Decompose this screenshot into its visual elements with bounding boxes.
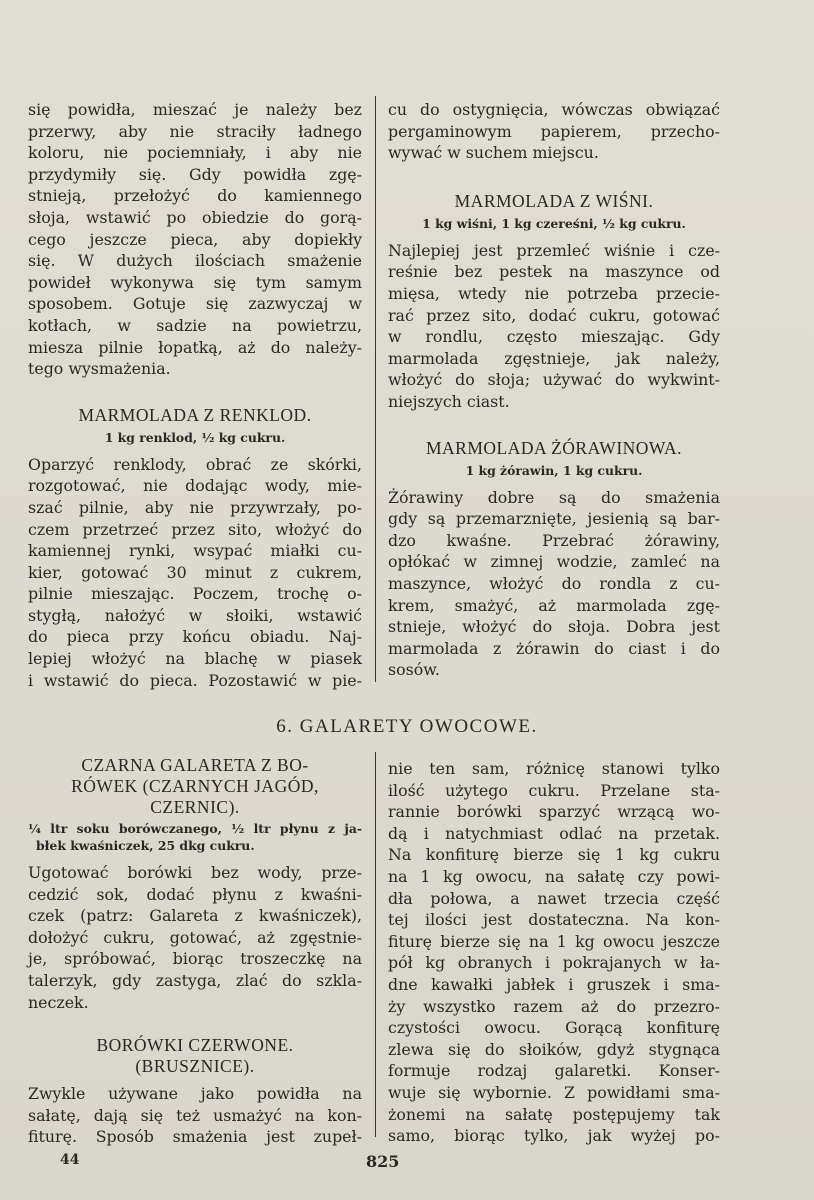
text-line: pilnie mieszając. Poczem, trochę o- bbox=[28, 584, 362, 604]
text-line: Najlepiej jest przemleć wiśnie i cze- bbox=[388, 240, 720, 260]
text-line: wuje się wybornie. Z powidłami sma- bbox=[388, 1082, 720, 1102]
text-line: reśnie bez pestek na maszynce od bbox=[388, 262, 720, 282]
powidla-paragraph bbox=[28, 99, 362, 380]
column-divider-bottom bbox=[375, 752, 376, 1137]
text-line: przydymiły się. Gdy powidła zgę- bbox=[28, 164, 362, 184]
text-line: czek (patrz: Galareta z kwaśniczek), bbox=[28, 906, 362, 926]
text-line: żonemi na sałatę postępujemy tak bbox=[388, 1104, 720, 1124]
text-line: dzo kwaśne. Przebrać żórawiny, bbox=[388, 530, 720, 550]
text-line: koloru, nie pociemniały, i aby nie bbox=[28, 143, 362, 163]
text-line: się. W dużych ilościach smażenie bbox=[28, 251, 362, 271]
text-line: przerwy, aby nie straciły ładnego bbox=[28, 121, 362, 141]
text-line: sałatę, dają się też usmażyć na kon- bbox=[28, 1105, 362, 1125]
text-line: Na konfiturę bierze się 1 kg cukru bbox=[388, 845, 720, 865]
text-line: na 1 kg owocu, na sałatę czy powi- bbox=[388, 866, 720, 886]
text-line: lepiej włożyć na blachę w piasek bbox=[28, 649, 362, 669]
text-line: do pieca przy końcu obiadu. Naj- bbox=[28, 627, 362, 647]
text-line: włożyć do słoja; używać do wykwint- bbox=[388, 370, 720, 390]
text-line: Żórawiny dobre są do smażenia bbox=[388, 487, 720, 507]
text-line: szać pilnie, aby nie przywrzały, po- bbox=[28, 497, 362, 517]
text-line: słoja, wstawić po obiedzie do gorą- bbox=[28, 207, 362, 227]
borowki-paragraph bbox=[28, 1083, 362, 1148]
zorawin-heading: MARMOLADA ŻÓRAWINOWA. bbox=[425, 437, 683, 458]
page-number-center: 825 bbox=[366, 1152, 400, 1171]
borowki-continuation-paragraph bbox=[388, 758, 720, 1147]
top-left-column bbox=[28, 99, 362, 691]
text-line: kamiennej rynki, wsypać miałki cu- bbox=[28, 541, 362, 561]
text-line: rozgotować, nie dodając wody, mie- bbox=[28, 476, 362, 496]
wisni-paragraph bbox=[388, 240, 720, 413]
text-line: stygłą, nałożyć w słoiki, wstawić bbox=[28, 605, 362, 625]
text-line: fiturę. Sposób smażenia jest zupeł- bbox=[28, 1127, 362, 1147]
text-line: sposobem. Gotuje się zazwyczaj w bbox=[28, 294, 362, 314]
heading-line: RÓWEK (CZARNYCH JAGÓD, bbox=[71, 776, 319, 796]
text-line: gdy są przemarznięte, jesienią są bar- bbox=[388, 509, 720, 529]
text-line: niejszych ciast. bbox=[388, 391, 510, 411]
text-line: tego wysmażenia. bbox=[28, 359, 171, 379]
text-line: czem przetrzeć przez sito, włożyć do bbox=[28, 519, 362, 539]
text-line: dą i natychmiast odlać na przetak. bbox=[388, 823, 720, 843]
column-divider-top bbox=[375, 96, 376, 682]
renklod-heading: MARMOLADA Z RENKLOD. bbox=[78, 404, 312, 425]
top-right-column bbox=[388, 99, 720, 681]
continuation-paragraph bbox=[388, 99, 720, 164]
text-line: cego jeszcze pieca, aby dopiekły bbox=[28, 229, 362, 249]
text-line: stnieje, włożyć do słoja. Dobra jest bbox=[388, 617, 720, 637]
text-line: marmolada z żórawin do ciast i do bbox=[388, 638, 720, 658]
text-line: talerzyk, gdy zastyga, zlać do szkla- bbox=[28, 970, 362, 990]
heading-line: BORÓWKI CZERWONE. bbox=[96, 1035, 294, 1056]
text-line: rać przez sito, dodać cukru, gotować bbox=[388, 305, 720, 325]
text-line: ży wszystko razem aż do przezro- bbox=[388, 996, 720, 1016]
text-line: dła połowa, a nawet trzecia część bbox=[388, 888, 720, 908]
text-line: maszynce, włożyć do rondla z cu- bbox=[388, 573, 720, 593]
text-line: Zwykle używane jako powidła na bbox=[28, 1084, 362, 1104]
text-line: pergaminowym papierem, przecho- bbox=[388, 121, 720, 141]
text-line: Oparzyć renklody, obrać ze skórki, bbox=[28, 454, 362, 474]
text-line: zlewa się do słoików, gdyż stygnąca bbox=[388, 1039, 720, 1059]
text-line: marmolada zgęstnieje, jak należy, bbox=[388, 348, 720, 368]
text-line: mięsa, wtedy nie potrzeba przecie- bbox=[388, 283, 720, 303]
wisni-ingredients: 1 kg wiśni, 1 kg czereśni, ½ kg cukru. bbox=[422, 215, 686, 231]
ingredients-line: błek kwaśniczek, 25 dkg cukru. bbox=[36, 838, 255, 853]
text-line: ilość użytego cukru. Przelane sta- bbox=[388, 780, 720, 800]
text-line: kotłach, w sadzie na powietrzu, bbox=[28, 315, 362, 335]
heading-line: (BRUSZNICE). bbox=[135, 1056, 255, 1077]
text-line: formuje rodzaj galaretki. Konser- bbox=[388, 1061, 720, 1081]
text-line: je, spróbować, biorąc troszeczkę na bbox=[28, 949, 362, 969]
renklod-ingredients: 1 kg renklod, ½ kg cukru. bbox=[104, 429, 286, 445]
heading-line: CZERNIC). bbox=[150, 797, 240, 817]
heading-line: CZARNA GALARETA Z BO- bbox=[81, 755, 309, 775]
borowki-heading bbox=[28, 1035, 362, 1077]
text-line: cedzić sok, dodać płynu z kwaśni- bbox=[28, 884, 362, 904]
czarna-galareta-heading bbox=[28, 755, 362, 818]
text-line: fiturę bierze się na 1 kg owocu jeszcze bbox=[388, 931, 720, 951]
text-line: Ugotować borówki bez wody, prze- bbox=[28, 863, 362, 882]
text-line: się powidła, mieszać je należy bez bbox=[28, 100, 362, 119]
page-number-left: 44 bbox=[60, 1152, 80, 1168]
text-line: krem, smażyć, aż marmolada zgę- bbox=[388, 595, 720, 615]
text-line: samo, biorąc tylko, jak wyżej po- bbox=[388, 1126, 720, 1146]
text-line: dołożyć cukru, gotować, aż zgęstnie- bbox=[28, 927, 362, 947]
text-line: miesza pilnie łopatką, aż do należy- bbox=[28, 337, 362, 357]
zorawin-ingredients: 1 kg żórawin, 1 kg cukru. bbox=[465, 462, 643, 478]
text-line: rannie borówki sparzyć wrzącą wo- bbox=[388, 802, 720, 822]
text-line: stnieją, przełożyć do kamiennego bbox=[28, 186, 362, 206]
wisni-heading: MARMOLADA Z WIŚNI. bbox=[454, 190, 654, 211]
text-line: dne kawałki jabłek i gruszek i sma- bbox=[388, 974, 720, 994]
text-line: wywać w suchem miejscu. bbox=[388, 143, 599, 163]
bottom-left-column bbox=[28, 755, 362, 1148]
text-line: nie ten sam, różnicę stanowi tylko bbox=[388, 759, 720, 778]
text-line: w rondlu, często mieszając. Gdy bbox=[388, 327, 720, 347]
text-line: sosów. bbox=[388, 660, 440, 680]
czarna-paragraph bbox=[28, 862, 362, 1013]
text-line: pół kg obranych i pokrajanych w ła- bbox=[388, 953, 720, 973]
text-line: cu do ostygnięcia, wówczas obwiązać bbox=[388, 100, 720, 119]
text-line: tej ilości jest dostateczna. Na kon- bbox=[388, 910, 720, 930]
zorawin-paragraph bbox=[388, 487, 720, 681]
ingredients-line: ¼ ltr soku borówczanego, ½ ltr płynu z ja- bbox=[28, 821, 362, 836]
text-line: czystości owocu. Gorącą konfiturę bbox=[388, 1018, 720, 1038]
section-title: 6. GALARETY OWOCOWE. bbox=[276, 716, 538, 737]
text-line: i wstawić do pieca. Pozostawić w pie- bbox=[28, 670, 362, 690]
text-line: neczek. bbox=[28, 992, 89, 1012]
bottom-right-column bbox=[388, 758, 720, 1147]
text-line: powideł wykonywa się tym samym bbox=[28, 272, 362, 292]
czarna-ingredients bbox=[28, 820, 362, 854]
text-line: opłókać w zimnej wodzie, zamleć na bbox=[388, 552, 720, 572]
renklod-paragraph bbox=[28, 454, 362, 692]
text-line: kier, gotować 30 minut z cukrem, bbox=[28, 562, 362, 582]
